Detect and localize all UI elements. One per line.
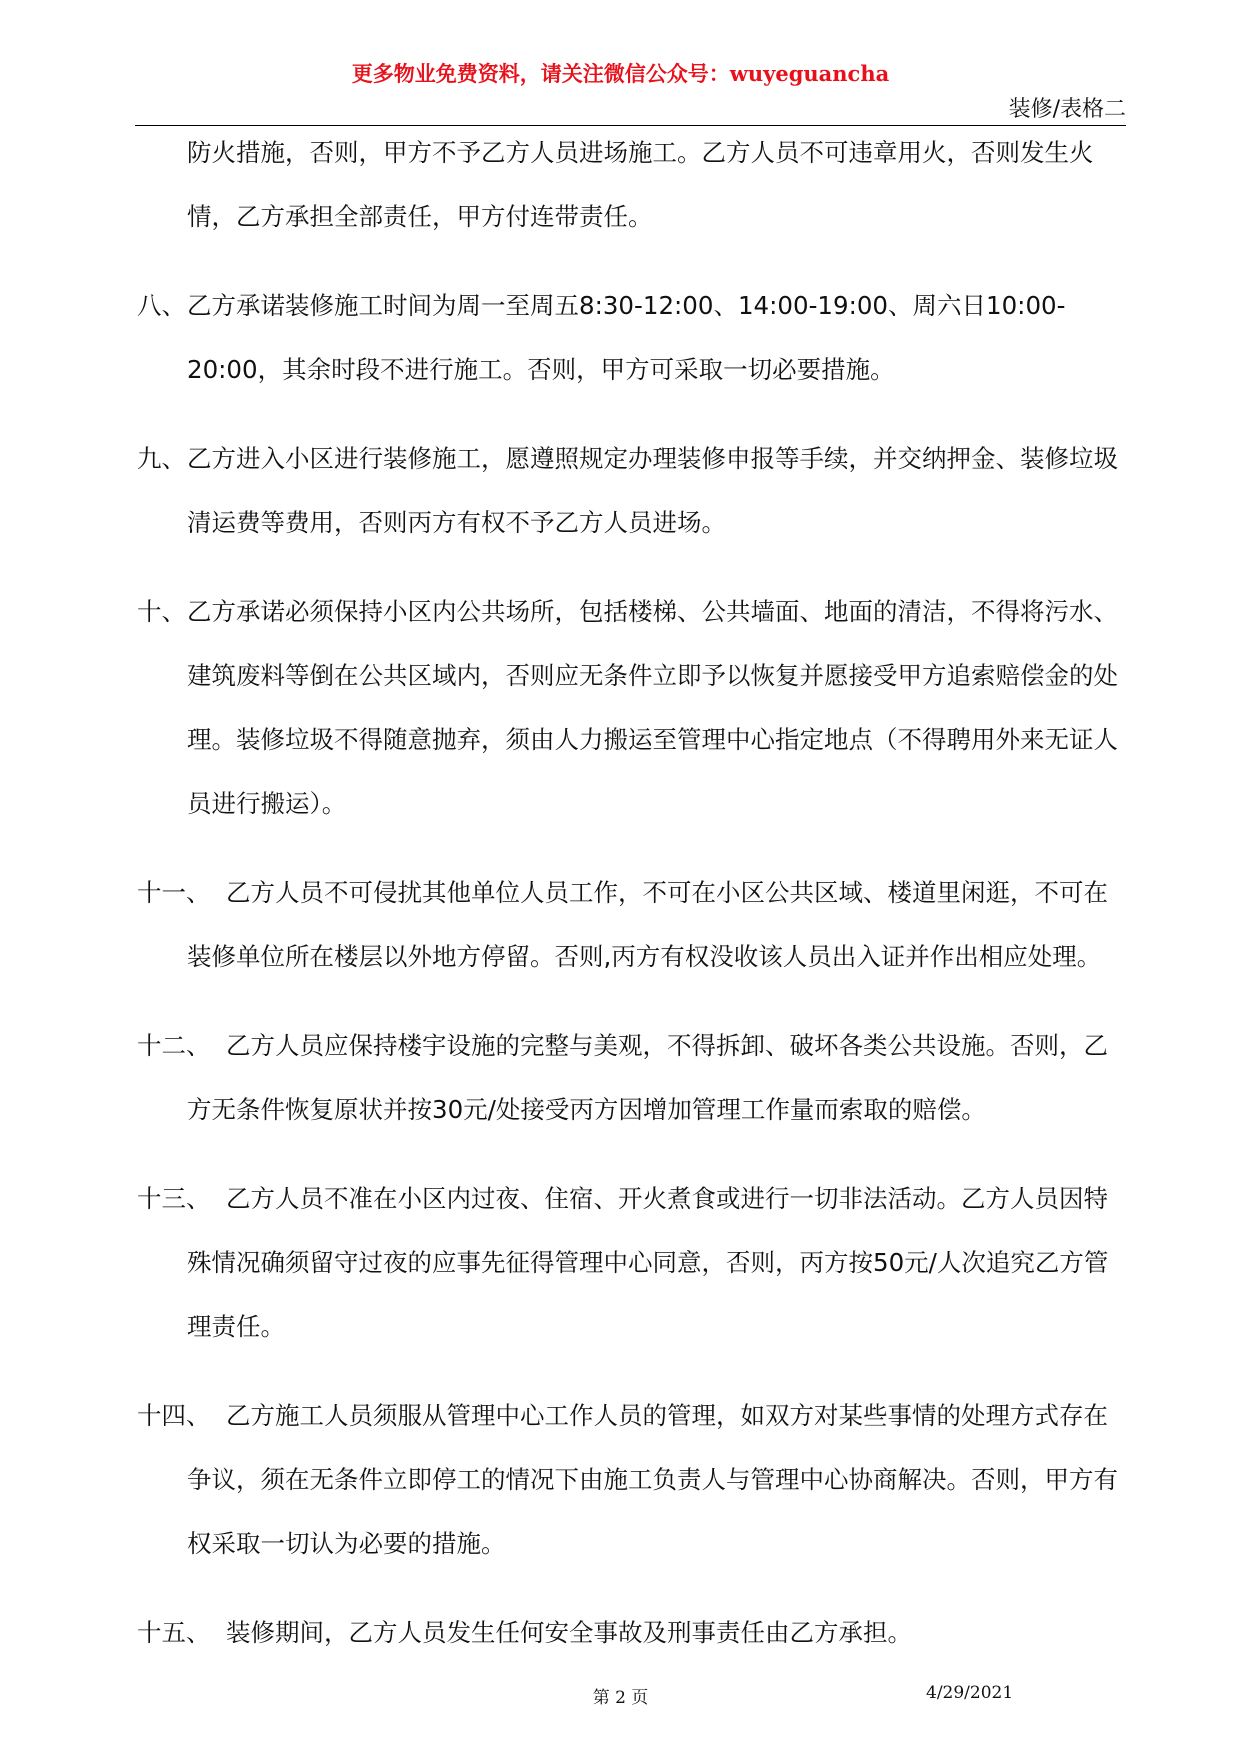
clause-13 [137,1167,1127,1359]
footer-date: 4/29/2021 [926,1683,1014,1703]
clause-text: 乙方进入小区进行装修施工，愿遵照规定办理装修申报等手续，并交纳押金、装修垃圾清运费等费用，否则丙方有权不予乙方人员进场。 [187,444,1118,537]
clause-9 [137,427,1127,555]
clause-8 [137,274,1127,402]
clause-number: 十三、 [137,1184,211,1213]
document-body [137,121,1127,1690]
clause-text: 乙方承诺必须保持小区内公共场所，包括楼梯、公共墙面、地面的清洁，不得将污水、建筑废料等倒在公共区域内，否则应无条件立即予以恢复并愿接受甲方追索赔偿金的处理。装修垃圾不得随意抛弃，须由人力搬运至管理中心指定地点（不得聘用外来无证人员进行搬运）。 [187,597,1118,818]
clause-text: 乙方施工人员须服从管理中心工作人员的管理，如双方对某些事情的处理方式存在争议，须在无条件立即停工的情况下由施工负责人与管理中心协商解决。否则，甲方有权采取一切认为必要的措施。 [187,1401,1118,1558]
clause-text: 乙方人员不可侵扰其他单位人员工作，不可在小区公共区域、楼道里闲逛，不可在装修单位所在楼层以外地方停留。否则,丙方有权没收该人员出入证并作出相应处理。 [187,878,1108,971]
clause-15 [137,1601,1127,1665]
page-number: 第 2 页 [592,1688,649,1708]
document-code: 装修/表格二 [1008,97,1126,122]
clause-number: 十、 [137,597,186,626]
clause-text: 乙方人员应保持楼宇设施的完整与美观，不得拆卸、破坏各类公共设施。否则，乙方无条件恢复原状并按30元/处接受丙方因增加管理工作量而索取的赔偿。 [187,1031,1108,1124]
clause-14 [137,1384,1127,1576]
continued-paragraph: 防火措施，否则，甲方不予乙方人员进场施工。乙方人员不可违章用火，否则发生火情，乙方承担全部责任，甲方付连带责任。 [187,138,1094,231]
clause-text: 装修期间，乙方人员发生任何安全事故及刑事责任由乙方承担。 [226,1618,912,1647]
clause-number: 十四、 [137,1401,211,1430]
clause-number: 十二、 [137,1031,211,1060]
promo-banner: 更多物业免费资料，请关注微信公众号：wuyeguancha [351,61,890,86]
clause-text: 乙方人员不准在小区内过夜、住宿、开火煮食或进行一切非法活动。乙方人员因特殊情况确须留守过夜的应事先征得管理中心同意，否则，丙方按50元/人次追究乙方管理责任。 [187,1184,1109,1341]
clause-number: 八、 [137,291,186,320]
clause-number: 九、 [137,444,186,473]
clause-10 [137,580,1127,836]
clause-number: 十五、 [137,1618,211,1647]
clause-text: 乙方承诺装修施工时间为周一至周五8:30-12:00、14:00-19:00、周六日10:00-20:00，其余时段不进行施工。否则，甲方可采取一切必要措施。 [187,291,1066,384]
clause-number: 十一、 [137,878,211,907]
clause-11 [137,861,1127,989]
clause-12 [137,1014,1127,1142]
